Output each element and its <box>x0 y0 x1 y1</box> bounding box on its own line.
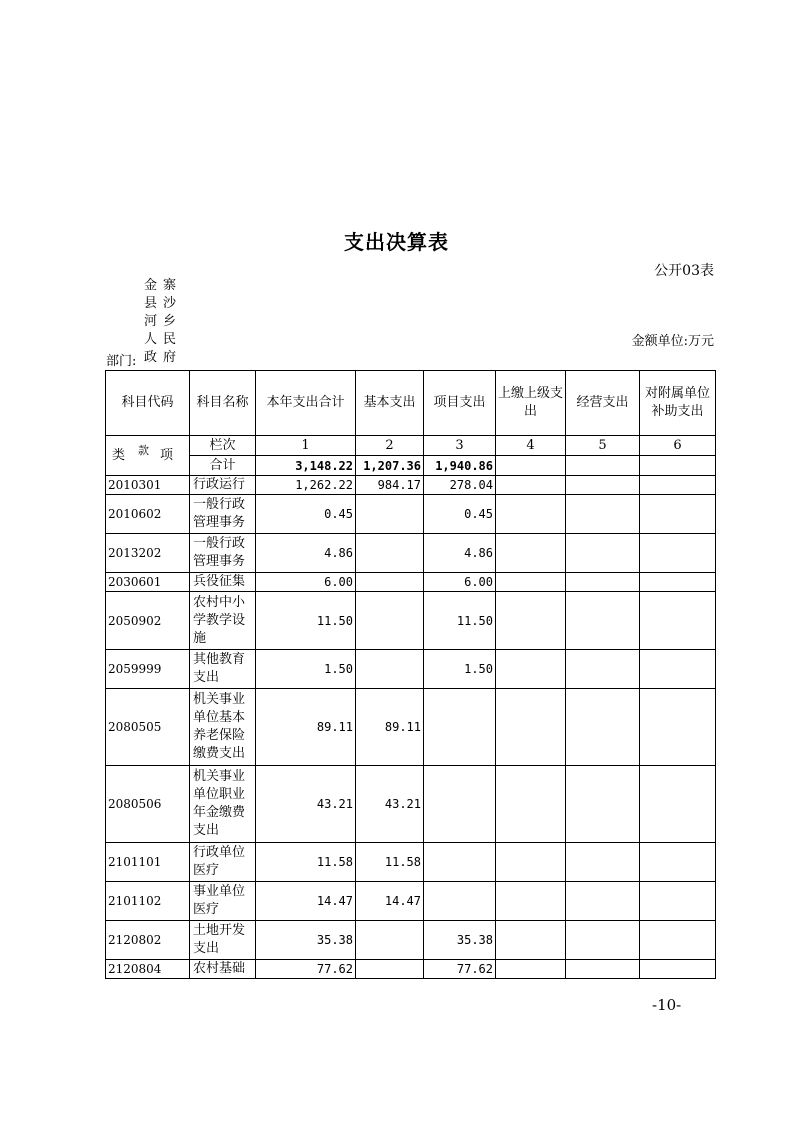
row-project <box>424 689 496 766</box>
row-project <box>424 766 496 843</box>
empty-cell <box>566 689 640 766</box>
header-upper: 上缴上级支出 <box>496 371 566 436</box>
table-row <box>106 495 716 534</box>
empty-cell <box>640 960 716 979</box>
header-business: 经营支出 <box>566 371 640 436</box>
col-num-2: 2 <box>356 436 424 456</box>
row-basic <box>356 960 424 979</box>
header-row <box>106 371 716 436</box>
row-basic: 14.47 <box>356 882 424 921</box>
lanci-label: 栏次 <box>190 436 256 456</box>
row-basic <box>356 592 424 650</box>
row-basic <box>356 534 424 573</box>
empty-cell <box>640 534 716 573</box>
empty-cell <box>496 573 566 592</box>
empty-cell <box>566 495 640 534</box>
header-code: 科目代码 <box>106 371 190 436</box>
empty-cell <box>640 843 716 882</box>
table-row <box>106 689 716 766</box>
table-row <box>106 573 716 592</box>
row-project: 0.45 <box>424 495 496 534</box>
empty-cell <box>496 960 566 979</box>
table-row <box>106 592 716 650</box>
header-total: 本年支出合计 <box>256 371 356 436</box>
row-total: 35.38 <box>256 921 356 960</box>
empty-cell <box>496 843 566 882</box>
total-sum: 3,148.22 <box>256 456 356 476</box>
empty-cell <box>566 921 640 960</box>
row-name: 机关事业单位基本养老保险缴费支出 <box>190 689 256 766</box>
empty-cell <box>566 534 640 573</box>
lei-label: 类 <box>112 447 126 463</box>
row-name: 事业单位医疗 <box>190 882 256 921</box>
empty-cell <box>566 650 640 689</box>
row-code: 2010602 <box>106 495 190 534</box>
row-total: 77.62 <box>256 960 356 979</box>
empty-cell <box>566 882 640 921</box>
header-project: 项目支出 <box>424 371 496 436</box>
expenditure-table <box>105 370 716 979</box>
empty-cell <box>640 689 716 766</box>
row-total: 43.21 <box>256 766 356 843</box>
row-name: 农村中小学教学设施 <box>190 592 256 650</box>
empty-cell <box>566 592 640 650</box>
row-basic <box>356 573 424 592</box>
table-row <box>106 921 716 960</box>
row-project: 1.50 <box>424 650 496 689</box>
row-code: 2059999 <box>106 650 190 689</box>
empty-cell <box>640 592 716 650</box>
empty-cell <box>496 689 566 766</box>
department-label: 部门: <box>106 354 137 369</box>
header-subsidy: 对附属单位补助支出 <box>640 371 716 436</box>
row-project <box>424 882 496 921</box>
table-row <box>106 960 716 979</box>
empty-cell <box>640 882 716 921</box>
row-code: 2101101 <box>106 843 190 882</box>
row-name: 土地开发支出 <box>190 921 256 960</box>
row-basic: 43.21 <box>356 766 424 843</box>
table-row <box>106 843 716 882</box>
table-row <box>106 766 716 843</box>
row-code: 2080506 <box>106 766 190 843</box>
empty-cell <box>640 476 716 495</box>
table-row <box>106 650 716 689</box>
page-title: 支出决算表 <box>344 230 449 254</box>
row-project: 6.00 <box>424 573 496 592</box>
empty-cell <box>566 476 640 495</box>
empty-cell <box>640 495 716 534</box>
row-basic: 11.58 <box>356 843 424 882</box>
amount-unit: 金额单位:万元 <box>631 334 714 349</box>
xiang-label: 项 <box>160 447 174 463</box>
row-project: 77.62 <box>424 960 496 979</box>
row-name: 行政运行 <box>190 476 256 495</box>
empty-cell <box>496 592 566 650</box>
row-basic: 89.11 <box>356 689 424 766</box>
empty-cell <box>640 650 716 689</box>
col-num-6: 6 <box>640 436 716 456</box>
basic-sum: 1,207.36 <box>356 456 424 476</box>
row-total: 1.50 <box>256 650 356 689</box>
row-total: 0.45 <box>256 495 356 534</box>
column-number-row <box>106 436 716 456</box>
col-num-4: 4 <box>496 436 566 456</box>
row-basic: 984.17 <box>356 476 424 495</box>
page-number: -10- <box>652 996 682 1014</box>
empty-cell <box>566 843 640 882</box>
row-name: 行政单位医疗 <box>190 843 256 882</box>
form-number: 公开03表 <box>654 263 714 279</box>
row-project: 4.86 <box>424 534 496 573</box>
row-total: 89.11 <box>256 689 356 766</box>
col-num-3: 3 <box>424 436 496 456</box>
empty-cell <box>496 921 566 960</box>
row-total: 6.00 <box>256 573 356 592</box>
row-total: 11.50 <box>256 592 356 650</box>
row-total: 4.86 <box>256 534 356 573</box>
empty-cell <box>496 766 566 843</box>
row-name: 农村基础 <box>190 960 256 979</box>
row-basic <box>356 495 424 534</box>
empty-cell <box>496 476 566 495</box>
row-project: 11.50 <box>424 592 496 650</box>
empty-cell <box>496 882 566 921</box>
row-code: 2010301 <box>106 476 190 495</box>
row-project: 278.04 <box>424 476 496 495</box>
empty-cell <box>640 921 716 960</box>
row-total: 11.58 <box>256 843 356 882</box>
row-name: 其他教育支出 <box>190 650 256 689</box>
row-code: 2120802 <box>106 921 190 960</box>
row-code: 2050902 <box>106 592 190 650</box>
row-code: 2030601 <box>106 573 190 592</box>
row-total: 14.47 <box>256 882 356 921</box>
empty-cell <box>496 495 566 534</box>
row-name: 兵役征集 <box>190 573 256 592</box>
lei-kuan-xiang-cell <box>106 436 190 476</box>
project-sum: 1,940.86 <box>424 456 496 476</box>
row-name: 一般行政管理事务 <box>190 534 256 573</box>
totals-row <box>106 456 716 476</box>
row-name: 机关事业单位职业年金缴费支出 <box>190 766 256 843</box>
col-num-1: 1 <box>256 436 356 456</box>
kuan-label: 款 <box>138 443 149 457</box>
empty-cell <box>640 573 716 592</box>
header-name: 科目名称 <box>190 371 256 436</box>
table-row <box>106 534 716 573</box>
row-project <box>424 843 496 882</box>
empty-cell <box>640 766 716 843</box>
empty-cell <box>496 534 566 573</box>
row-code: 2080505 <box>106 689 190 766</box>
empty-cell <box>566 766 640 843</box>
empty-cell <box>566 960 640 979</box>
empty-cell <box>566 573 640 592</box>
table-row <box>106 882 716 921</box>
department-name: 金寨县沙河乡人民政府 <box>144 278 183 365</box>
row-code: 2101102 <box>106 882 190 921</box>
row-basic <box>356 921 424 960</box>
header-basic: 基本支出 <box>356 371 424 436</box>
row-name: 一般行政管理事务 <box>190 495 256 534</box>
row-code: 2013202 <box>106 534 190 573</box>
empty-cell <box>496 650 566 689</box>
table-row <box>106 476 716 495</box>
col-num-5: 5 <box>566 436 640 456</box>
row-total: 1,262.22 <box>256 476 356 495</box>
heji-label: 合计 <box>190 456 256 476</box>
row-project: 35.38 <box>424 921 496 960</box>
row-basic <box>356 650 424 689</box>
row-code: 2120804 <box>106 960 190 979</box>
